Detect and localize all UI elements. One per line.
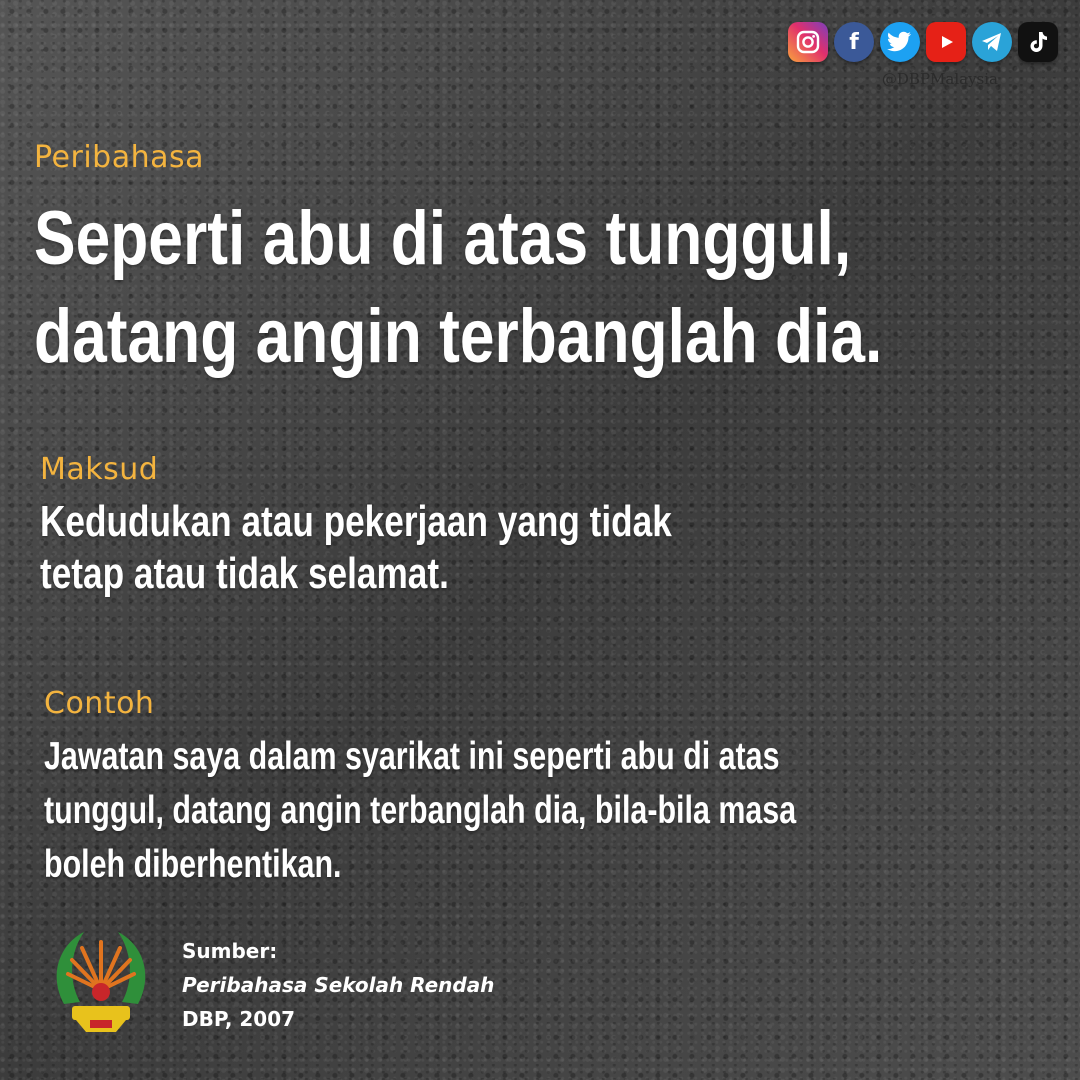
example-line: boleh diberhentikan. <box>44 843 342 886</box>
example-text <box>44 730 964 892</box>
meaning-line: tetap atau tidak selamat. <box>40 549 449 598</box>
meaning-text <box>40 496 840 600</box>
proverb-line: Seperti abu di atas tunggul, <box>34 196 852 281</box>
twitter-icon[interactable] <box>880 22 920 62</box>
dbp-logo <box>46 926 156 1036</box>
example-line: Jawatan saya dalam syarikat ini seperti abu di atas <box>44 735 780 778</box>
proverb-label: Peribahasa <box>34 140 204 175</box>
source-title: Peribahasa Sekolah Rendah <box>182 973 495 997</box>
social-media-bar <box>788 22 1058 62</box>
example-label: Contoh <box>44 686 155 721</box>
source-publisher: DBP, 2007 <box>182 1007 296 1031</box>
social-handle: @DBPMalaysia <box>881 70 998 88</box>
telegram-icon[interactable] <box>972 22 1012 62</box>
youtube-icon[interactable] <box>926 22 966 62</box>
tiktok-icon[interactable] <box>1018 22 1058 62</box>
proverb-heading <box>34 190 1002 386</box>
facebook-icon[interactable]: f <box>834 22 874 62</box>
source-block <box>182 934 494 1036</box>
instagram-icon[interactable] <box>788 22 828 62</box>
meaning-line: Kedudukan atau pekerjaan yang tidak <box>40 497 672 546</box>
meaning-label: Maksud <box>40 452 159 487</box>
source-label: Sumber: <box>182 939 278 963</box>
proverb-line: datang angin terbanglah dia. <box>34 294 883 379</box>
example-line: tunggul, datang angin terbanglah dia, bila-bila masa <box>44 789 797 832</box>
